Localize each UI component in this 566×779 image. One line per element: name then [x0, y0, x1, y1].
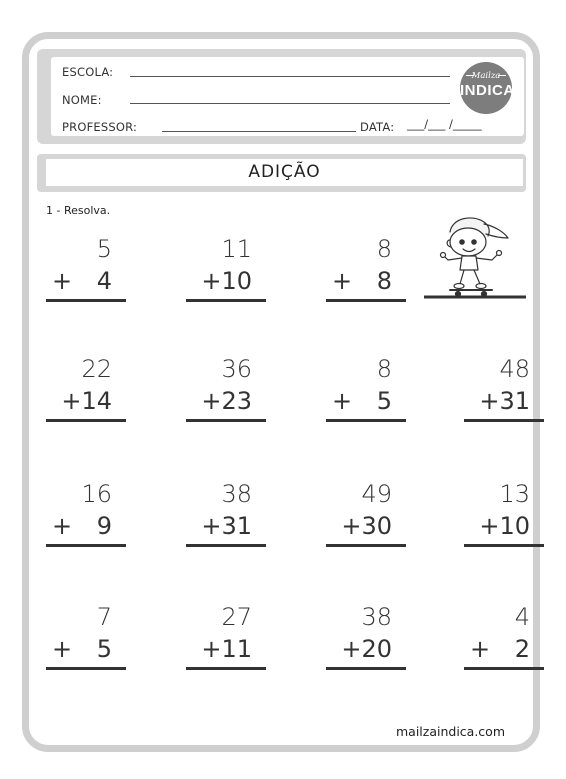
- plus-sign: +: [201, 267, 222, 295]
- addend-top: 7: [96, 603, 112, 631]
- addition-problem: [186, 603, 266, 673]
- footer-website[interactable]: mailzaindica.com: [396, 724, 506, 739]
- addend-top: 49: [361, 480, 392, 508]
- plus-sign: +: [52, 267, 73, 295]
- logo-brand: INDICA: [460, 82, 515, 99]
- addition-problem: [46, 603, 126, 673]
- addend-bottom-row: [52, 267, 112, 295]
- answer-line[interactable]: [186, 299, 266, 302]
- plus-sign: +: [470, 635, 491, 663]
- answer-line[interactable]: [326, 299, 406, 302]
- addend-bottom: 31: [221, 512, 252, 540]
- addend-bottom-row: [52, 387, 112, 415]
- addend-bottom: 4: [96, 267, 112, 295]
- instruction: 1 - Resolva.: [46, 204, 111, 217]
- addend-bottom-row: [192, 267, 252, 295]
- addition-problem: [186, 480, 266, 550]
- plus-sign: +: [201, 387, 222, 415]
- addend-top: 27: [221, 603, 252, 631]
- answer-line[interactable]: [464, 544, 544, 547]
- addend-bottom: 11: [221, 635, 252, 663]
- addend-bottom: 9: [96, 512, 112, 540]
- addition-problem: [46, 355, 126, 425]
- addend-bottom: 2: [514, 635, 530, 663]
- addend-bottom: 10: [499, 512, 530, 540]
- answer-line[interactable]: [326, 544, 406, 547]
- plus-sign: +: [61, 387, 82, 415]
- answer-line[interactable]: [46, 419, 126, 422]
- plus-sign: +: [332, 267, 353, 295]
- addend-bottom-row: [470, 387, 530, 415]
- addend-bottom: 5: [96, 635, 112, 663]
- addend-top: 36: [221, 355, 252, 383]
- addend-top: 5: [96, 235, 112, 263]
- addend-bottom-row: [192, 635, 252, 663]
- addend-bottom-row: [192, 512, 252, 540]
- addend-top: 8: [376, 235, 392, 263]
- addend-bottom-row: [192, 387, 252, 415]
- plus-sign: +: [332, 387, 353, 415]
- addend-bottom-row: [332, 267, 392, 295]
- answer-line[interactable]: [46, 299, 126, 302]
- addition-problem: [46, 235, 126, 305]
- plus-sign: +: [341, 512, 362, 540]
- data-label: DATA:: [360, 120, 395, 134]
- addition-problem: [326, 480, 406, 550]
- addend-bottom: 8: [376, 267, 392, 295]
- answer-line[interactable]: [186, 544, 266, 547]
- addend-top: 16: [81, 480, 112, 508]
- addend-bottom-row: [332, 512, 392, 540]
- plus-sign: +: [479, 387, 500, 415]
- addend-top: 38: [221, 480, 252, 508]
- plus-sign: +: [201, 512, 222, 540]
- mailza-indica-logo: [460, 62, 515, 114]
- answer-line[interactable]: [326, 419, 406, 422]
- addition-problem: [326, 355, 406, 425]
- plus-sign: +: [201, 635, 222, 663]
- professor-field[interactable]: [162, 131, 356, 132]
- plus-sign: +: [341, 635, 362, 663]
- data-field[interactable]: ___/___ /_____: [407, 117, 482, 131]
- answer-line[interactable]: [186, 667, 266, 670]
- addend-top: 13: [499, 480, 530, 508]
- addend-bottom: 20: [361, 635, 392, 663]
- escola-label: ESCOLA:: [62, 65, 114, 79]
- answer-line[interactable]: [186, 419, 266, 422]
- addition-problem: [186, 355, 266, 425]
- addend-bottom-row: [332, 387, 392, 415]
- addend-top: 22: [81, 355, 112, 383]
- nome-label: NOME:: [62, 93, 102, 107]
- addend-bottom-row: [52, 512, 112, 540]
- answer-line[interactable]: [464, 419, 544, 422]
- page-title: ADIÇÃO: [248, 162, 321, 182]
- addend-bottom: 31: [499, 387, 530, 415]
- addend-bottom: 14: [81, 387, 112, 415]
- addition-problem: [464, 603, 544, 673]
- addend-bottom: 23: [221, 387, 252, 415]
- addend-bottom: 5: [376, 387, 392, 415]
- addition-problem: [326, 235, 406, 305]
- addend-bottom: 30: [361, 512, 392, 540]
- addend-bottom-row: [470, 512, 530, 540]
- addition-problem: [46, 480, 126, 550]
- answer-line[interactable]: [46, 667, 126, 670]
- addend-top: 4: [514, 603, 530, 631]
- plus-sign: +: [52, 512, 73, 540]
- addend-bottom-row: [332, 635, 392, 663]
- answer-line[interactable]: [464, 667, 544, 670]
- addend-bottom: 10: [221, 267, 252, 295]
- addition-problem: [186, 235, 266, 305]
- answer-line[interactable]: [46, 544, 126, 547]
- addition-problem: [326, 603, 406, 673]
- addend-top: 38: [361, 603, 392, 631]
- plus-sign: +: [479, 512, 500, 540]
- addend-top: 48: [499, 355, 530, 383]
- addend-bottom-row: [470, 635, 530, 663]
- escola-field[interactable]: [130, 76, 450, 77]
- addend-bottom-row: [52, 635, 112, 663]
- answer-line[interactable]: [326, 667, 406, 670]
- plus-sign: +: [52, 635, 73, 663]
- addend-top: 8: [376, 355, 392, 383]
- professor-label: PROFESSOR:: [62, 120, 138, 134]
- logo-dash-right: [498, 75, 506, 76]
- addition-problem: [464, 480, 544, 550]
- nome-field[interactable]: [130, 103, 450, 104]
- logo-script: Mailza: [471, 71, 501, 81]
- boy-on-skateboard-icon: [424, 210, 528, 302]
- addend-top: 11: [221, 235, 252, 263]
- addition-problem: [464, 355, 544, 425]
